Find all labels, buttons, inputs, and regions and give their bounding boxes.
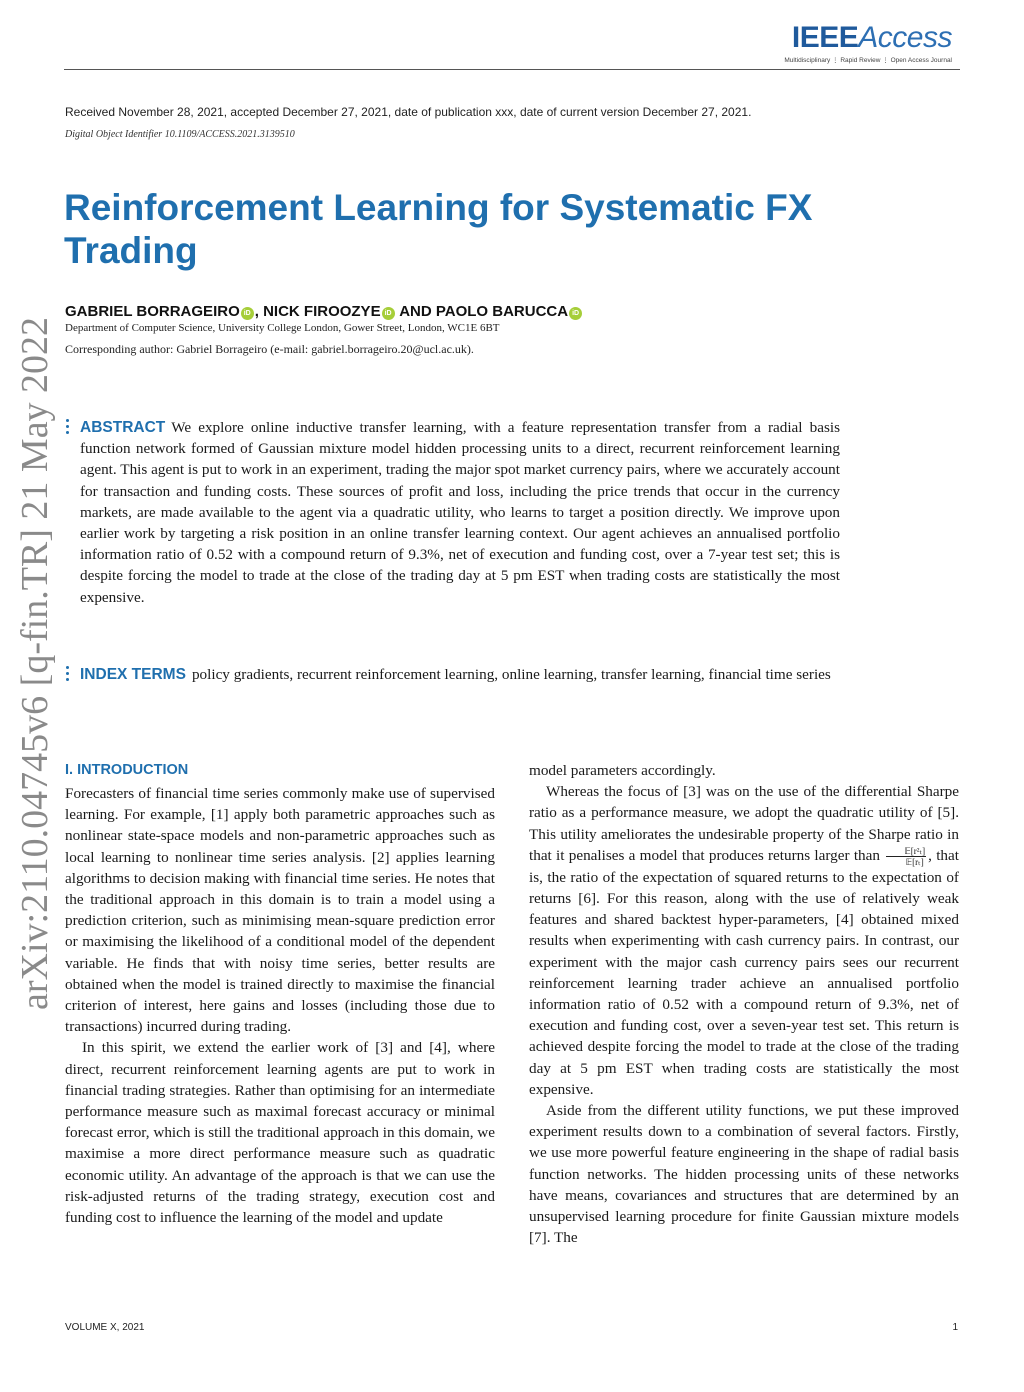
page-number: 1: [952, 1322, 958, 1333]
journal-logo: [784, 22, 952, 64]
footer-volume: VOLUME X, 2021: [65, 1322, 145, 1333]
logo-tagline: Multidisciplinary ⋮ Rapid Review ⋮ Open Access Journal: [784, 57, 952, 64]
author-3: AND PAOLO BARUCCA: [395, 303, 569, 320]
corresponding-author: Corresponding author: Gabriel Borrageiro (e-mail: gabriel.borrageiro.20@ucl.ac.uk).: [65, 342, 474, 356]
author-list: [65, 303, 583, 320]
logo-access: Access: [858, 21, 952, 54]
logo-wordmark: [784, 22, 952, 54]
index-terms-label: INDEX TERMS: [80, 666, 186, 683]
received-dates: Received November 28, 2021, accepted December 27, 2021, date of publication xxx, date of current version December 27, 2021.: [65, 105, 752, 119]
section-heading: I. INTRODUCTION: [65, 762, 189, 778]
column-right: [529, 760, 959, 1248]
formula-denominator: 𝔼[rₜ]: [905, 856, 924, 867]
paragraph: In this spirit, we extend the earlier work of [3] and [4], where direct, recurrent reinforcement learning agents are put to work in financial trading strategies. Rather than optimising for an intermediate performance measure such as maximal forecast accuracy or minimal forecast error, which is still the traditional approach in this domain, we maximise a more direct performance measure such as quadratic economic utility. An advantage of the approach is that we can use the risk-adjusted returns of the trading strategy, execution cost and funding cost to influence the learning of the model and update: [65, 1039, 496, 1227]
logo-ieee: IEEE: [791, 21, 859, 54]
column-left: [65, 760, 495, 1228]
index-terms: [80, 664, 840, 685]
index-terms-text: policy gradients, recurrent reinforcement learning, online learning, transfer learning, financial time series: [191, 666, 831, 683]
affiliation: Department of Computer Science, University College London, Gower Street, London, WC1E 6BT: [65, 322, 500, 334]
orcid-icon[interactable]: iD: [241, 307, 254, 320]
paragraph-text: , that is, the ratio of the expectation of squared returns to the expectation of returns [6]. For this reason, along with the use of relatively weak features and shared backtest hyper-parameters, [4] obtained mixed results when experimenting with cash currency pairs. In contrast, our experiment with the major cash currency pairs sees our recurrent reinforcement learning trader achieve an annualised portfolio information ratio of 0.52 with a compound return of 9.3%, net of execution and funding cost, over a seven-year test set. This return is achieved despite forcing the model to trade at the close of the trading day at 5 pm EST when trading costs are statistically the most expensive.: [529, 846, 959, 1098]
abstract: [80, 417, 840, 608]
paragraph: Forecasters of financial time series commonly make use of supervised learning. For example, [1] apply both parametric approaches such as nonlinear state-space models and non-parametric approaches such as local learning to nonlinear time series analysis. [2] applies learning algorithms to decision making with financial time series. He notes that the traditional approach in this domain is to train a model using a prediction criterion, such as minimising mean-square prediction error or maximising the likelihood of a conditional model of the dependent variable. He finds that with noisy time series, better results are obtained when the model is trained directly to maximise the financial criterion of interest, here gains and losses (including those due to transactions) incurred during trading.: [65, 785, 495, 1036]
paragraph-text: Whereas the focus of [3] was on the use of the differential Sharpe ratio as a performance measure, we adopt the quadratic utility of [5]. This utility ameliorates the undesirable property of the Sharpe ratio in that it penalises a model that produces returns larger than: [529, 783, 959, 864]
paragraph: Aside from the different utility functions, we put these improved experiment results down to a combination of several factors. Firstly, we use more powerful feature engineering in the shape of radial basis function networks. The hidden processing units of these networks have means, covariances and structures that are determined by an unsupervised learning procedure for finite Gaussian mixture models [7]. The: [529, 1102, 959, 1247]
abstract-marker: [66, 419, 70, 437]
arxiv-stamp: arXiv:2110.04745v6 [q-fin.TR] 21 May 2022: [14, 316, 56, 1010]
index-terms-marker: [66, 666, 70, 684]
abstract-label: ABSTRACT: [80, 419, 166, 436]
abstract-text: We explore online inductive transfer learning, with a feature representation transfer from a radial basis function network formed of Gaussian mixture model hidden processing units to a direct, recurrent reinforcement learning agent. This agent is put to work in an experiment, trading the major spot market currency pairs, where we accurately account for transaction and funding costs. These sources of profit and loss, including the price trends that occur in the currency markets, are made available to the agent via a quadratic utility, who learns to target a position directly. We improve upon earlier work by targeting a risk position in an online transfer learning context. Our agent achieves an annualised portfolio information ratio of 0.52 with a compound return of 9.3%, net of execution and funding cost, over a 7-year test set; this is despite forcing the model to trade at the close of the trading day at 5 pm EST when trading costs are statistically the most expensive.: [80, 419, 840, 606]
doi-line: Digital Object Identifier 10.1109/ACCESS.2021.3139510: [65, 129, 295, 140]
paragraph-with-formula: [529, 781, 959, 1100]
header-rule: [64, 69, 960, 70]
ratio-formula: [886, 846, 926, 867]
formula-numerator: 𝔼[r²ₜ]: [886, 846, 926, 857]
orcid-icon[interactable]: iD: [382, 307, 395, 320]
author-1: GABRIEL BORRAGEIRO: [65, 303, 240, 320]
orcid-icon[interactable]: iD: [569, 307, 582, 320]
author-2: , NICK FIROOZYE: [254, 303, 381, 320]
paragraph: model parameters accordingly.: [529, 762, 716, 779]
paper-title: Reinforcement Learning for Systematic FX Trading: [64, 187, 813, 271]
